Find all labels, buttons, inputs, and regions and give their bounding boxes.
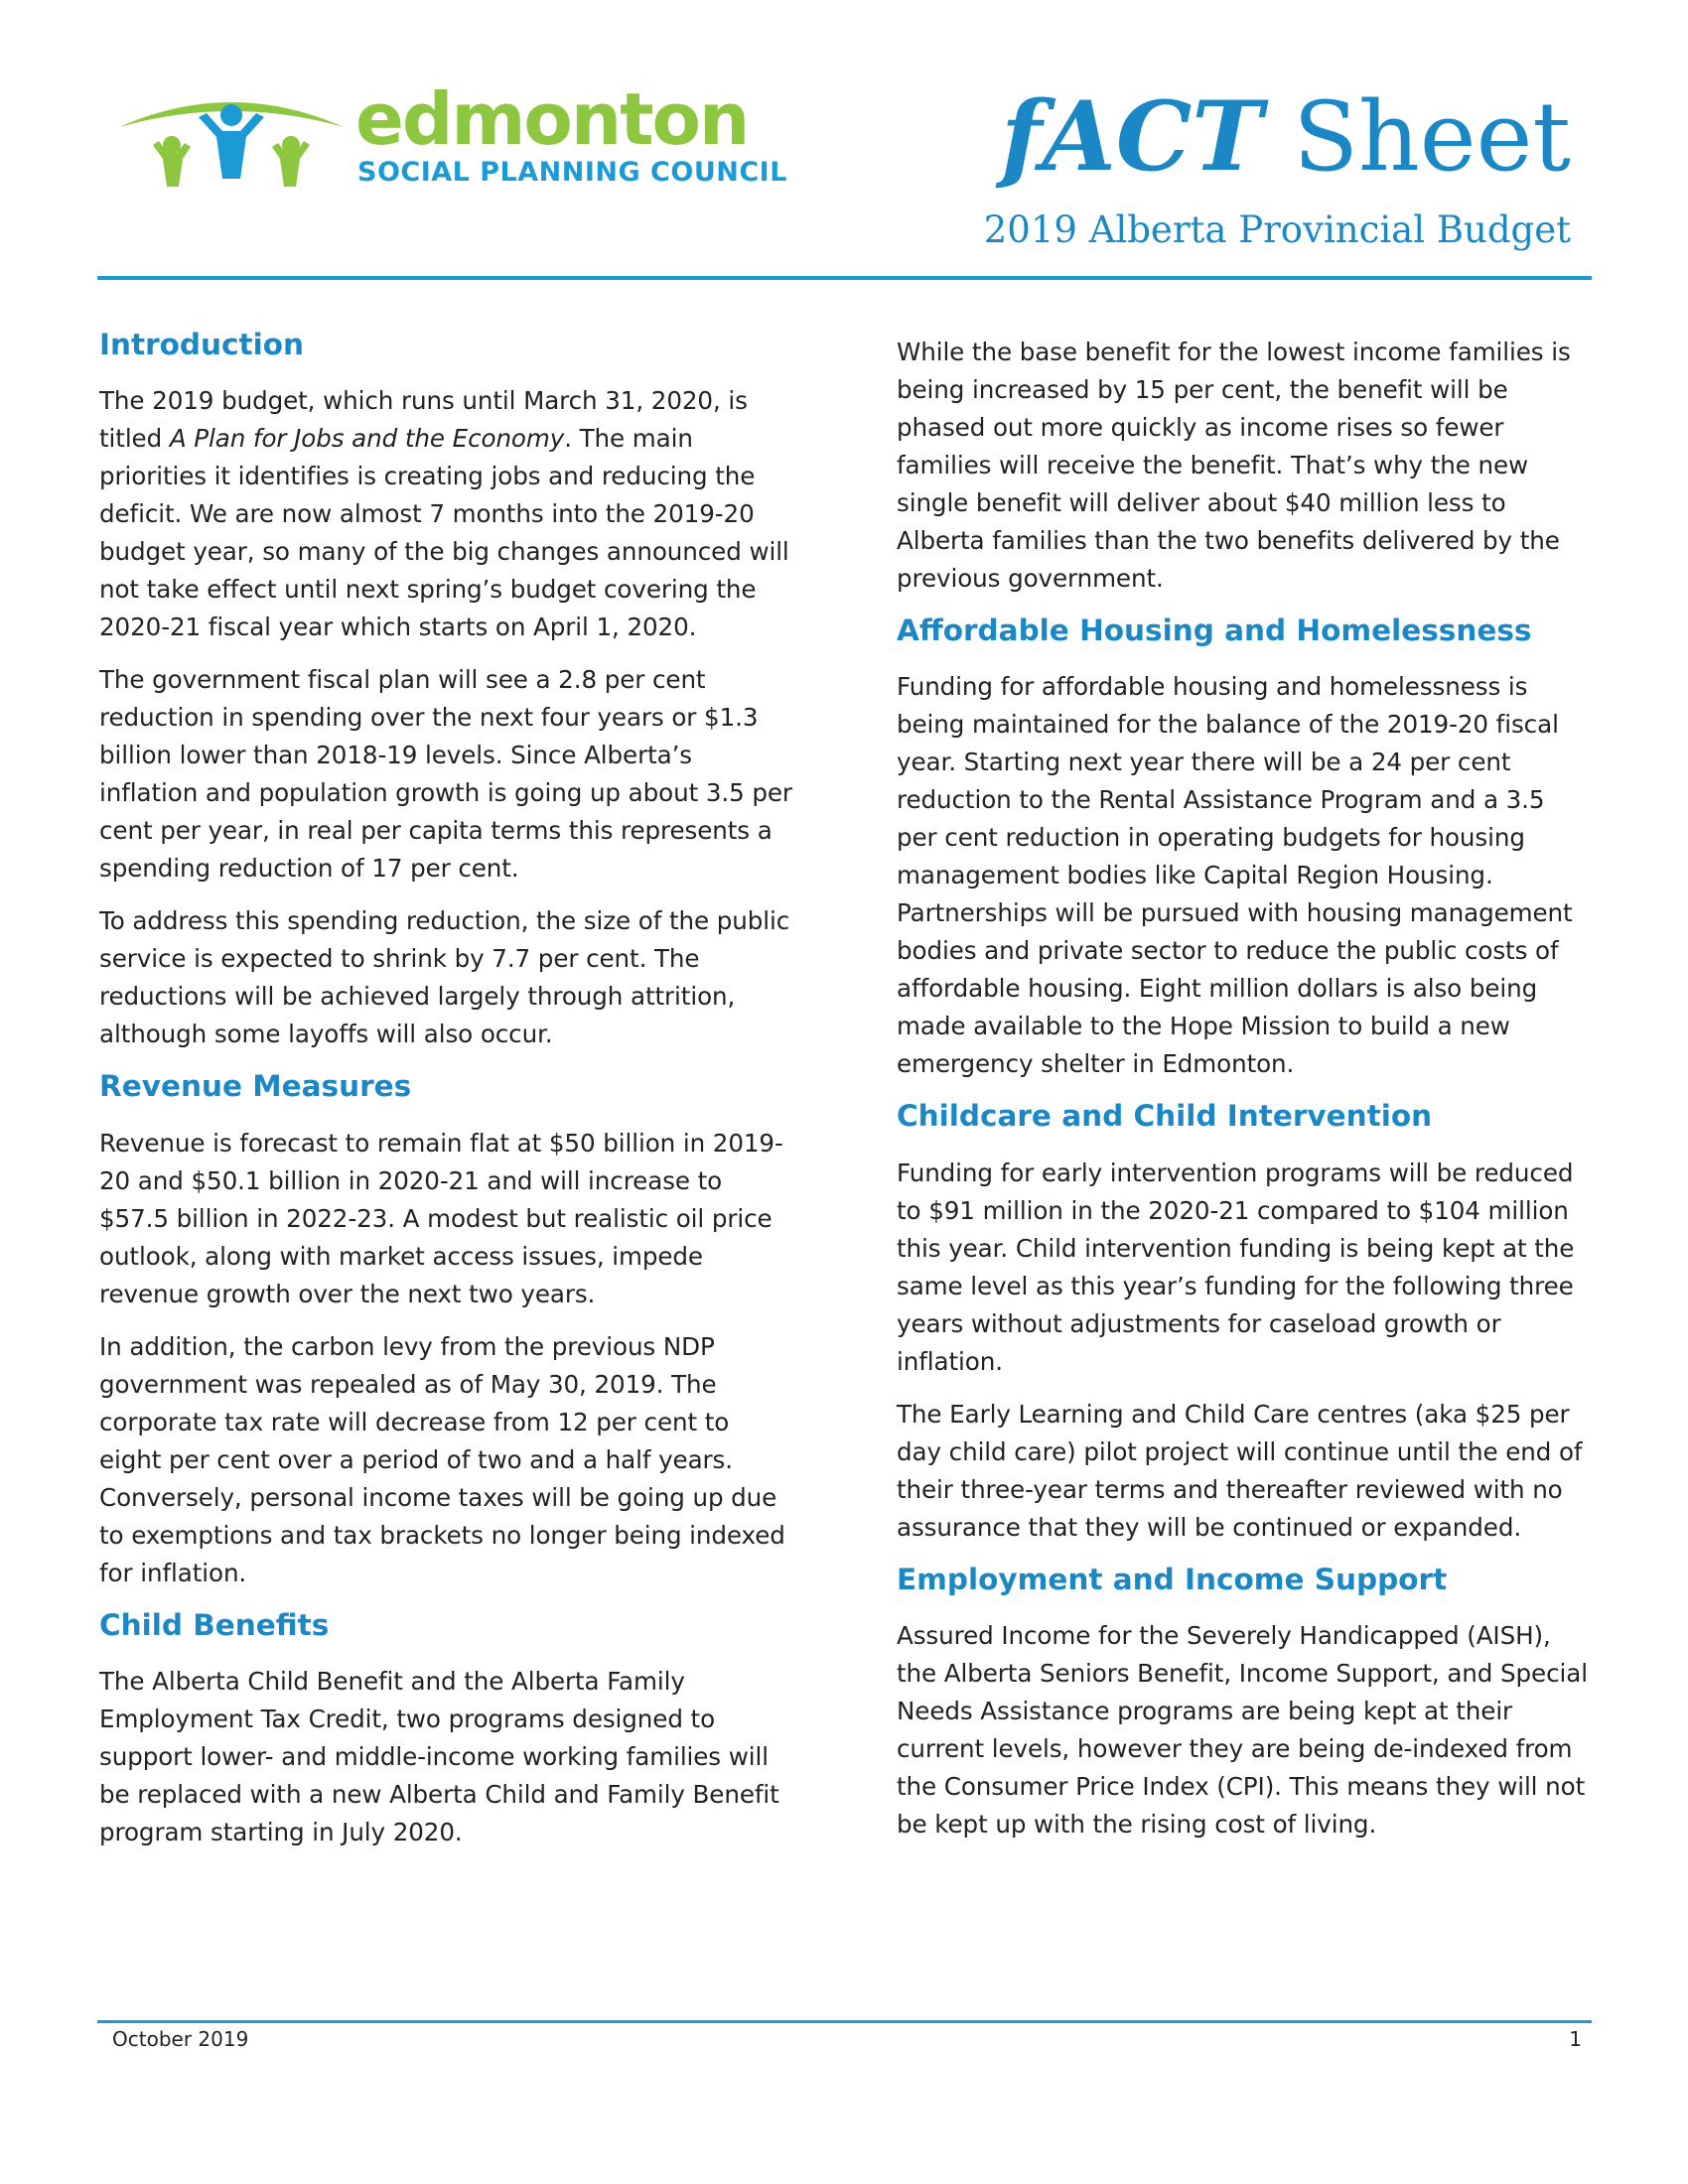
intro-p1-end: . The main priorities it identifies is creating jobs and reducing the deficit. We are now almost 7 months into the 2019-20 budget year, so many of the big changes announced will not take effect until next spring’s budget covering the 2020-21 fiscal year which starts on April 1, 2020.: [99, 424, 789, 642]
intro-p1-start: The 2019 budget, which runs until March 31, 2020, is titled: [99, 386, 748, 454]
introduction-heading: Introduction: [99, 328, 304, 361]
footer-date: October 2019: [112, 2027, 249, 2051]
footer-divider: [97, 2020, 1592, 2023]
child-benefits-heading: Child Benefits: [99, 1607, 330, 1642]
document-subtitle: 2019 Alberta Provincial Budget: [983, 208, 1571, 251]
childcare-heading: Childcare and Child Intervention: [897, 1099, 1433, 1134]
budget-title-italic: A Plan for Jobs and the Economy: [169, 424, 565, 454]
housing-heading: Affordable Housing and Homelessness: [897, 614, 1532, 647]
intro-paragraph-1: [99, 382, 794, 646]
revenue-paragraph-2: In addition, the carbon levy from the previous NDP government was repealed as of May 30, 2019. The corporate tax rate will decrease from 12 per cent to eight per cent over a period of two and a half years. Conversely, personal income taxes will be going up due to exemptions and tax brackets no longer being indexed for inflation.: [99, 1331, 785, 1587]
revenue-heading: Revenue Measures: [99, 1069, 412, 1104]
childcare-paragraph-1: Funding for early intervention programs will be reduced to $91 million in the 2020-21 compared to $104 million this year. Child intervention funding is being kept at the same level as this year’s funding for the following three years without adjustments for caseload growth or inflation.: [897, 1158, 1575, 1376]
child-benefits-continued: While the base benefit for the lowest income families is being increased by 15 per cent, the benefit will be phased out more quickly as income rises so fewer families will receive the benefit. That’s why the new single benefit will deliver about $40 million less to Alberta families than the two benefits delivered by the previous government.: [897, 338, 1571, 593]
housing-paragraph: Funding for affordable housing and homelessness is being maintained for the balance of the 2019-20 fiscal year. Starting next year there will be a 24 per cent reduction to the Rental Assistance Program and a 3.5 per cent reduction in operating budgets for housing management bodies like Capital Region Housing. Partnerships will be pursued with housing management bodies and private sector to reduce the public costs of affordable housing. Eight million dollars is also being made available to the Hope Mission to build a new emergency shelter in Edmonton.: [897, 672, 1573, 1079]
logo-wordmark: edmonton: [355, 77, 749, 161]
people-logo-icon: [117, 87, 346, 197]
child-benefits-paragraph: The Alberta Child Benefit and the Alberta Family Employment Tax Credit, two programs designed to support lower- and middle-income working families will be replaced with a new Alberta Child and Family Benefit program starting in July 2020.: [99, 1667, 779, 1847]
logo-subtitle: SOCIAL PLANNING COUNCIL: [357, 157, 787, 188]
organization-logo: [117, 77, 787, 197]
header-divider: [97, 276, 1592, 280]
title-sheet: Sheet: [1262, 81, 1571, 193]
title-fact: fACT: [1001, 80, 1263, 193]
left-column: [99, 328, 794, 1866]
childcare-paragraph-2: The Early Learning and Child Care centres (aka $25 per day child care) pilot project will continue until the end of their three-year terms and thereafter reviewed with no assurance that they will be continued or expanded.: [897, 1399, 1583, 1542]
document-title: [1001, 80, 1571, 193]
page-number: 1: [1569, 2027, 1582, 2051]
intro-paragraph-2: The government fiscal plan will see a 2.8 per cent reduction in spending over the next four years or $1.3 billion lower than 2018-19 levels. Since Alberta’s inflation and population growth is going up about 3.5 per cent per year, in real per capita terms this represents a spending reduction of 17 per cent.: [99, 665, 792, 884]
intro-paragraph-3: To address this spending reduction, the size of the public service is expected to shrink by 7.7 per cent. The reductions will be achieved largely through attrition, although some layoffs will also occur.: [99, 906, 790, 1049]
right-column: [897, 334, 1592, 1858]
employment-paragraph: Assured Income for the Severely Handicapped (AISH), the Alberta Seniors Benefit, Income Support, and Special Needs Assistance programs are being kept at their current levels, however they are being de-indexed from the Consumer Price Index (CPI). This means they will not be kept up with the rising cost of living.: [897, 1621, 1588, 1840]
revenue-paragraph-1: Revenue is forecast to remain flat at $50 billion in 2019-20 and $50.1 billion in 2020-21 and will increase to $57.5 billion in 2022-23. A modest but realistic oil price outlook, along with market access issues, impede revenue growth over the next two years.: [99, 1128, 783, 1308]
employment-heading: Employment and Income Support: [897, 1562, 1448, 1596]
